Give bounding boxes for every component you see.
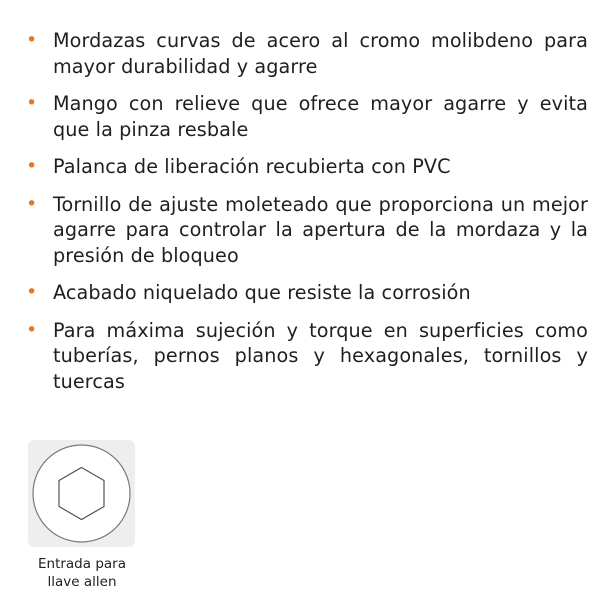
feature-list [26,28,588,406]
bullet-icon: • [26,155,38,177]
bullet-icon: • [26,29,38,51]
feature-item [26,154,588,180]
hex-socket-card [28,440,135,547]
icon-caption [24,555,140,591]
feature-text: Tornillo de ajuste moleteado que proporciona un mejor agarre para controlar la apertura de la mordaza y la presión de bloqueo [53,192,588,267]
feature-text: Mordazas curvas de acero al cromo molibdeno para mayor durabilidad y agarre [53,29,588,78]
feature-text: Mango con relieve que ofrece mayor agarre y evita que la pinza resbale [53,92,588,141]
hex-socket-icon [28,440,135,547]
bullet-icon: • [26,92,38,114]
icon-caption-line1: Entrada para [37,556,126,572]
bullet-icon: • [26,318,38,341]
feature-item [26,28,588,79]
feature-item [26,280,588,306]
feature-item [26,192,588,269]
feature-text: Para máxima sujeción y torque en superficies como tuberías, pernos planos y hexagonales, tornillos y tuercas [53,318,588,393]
feature-text: Acabado niquelado que resiste la corrosión [53,281,471,304]
bullet-icon: • [26,192,38,215]
feature-item [26,91,588,142]
icon-caption-line2: llave allen [47,574,117,590]
bullet-icon: • [26,281,38,303]
feature-item [26,318,588,395]
feature-text: Palanca de liberación recubierta con PVC [53,155,451,178]
